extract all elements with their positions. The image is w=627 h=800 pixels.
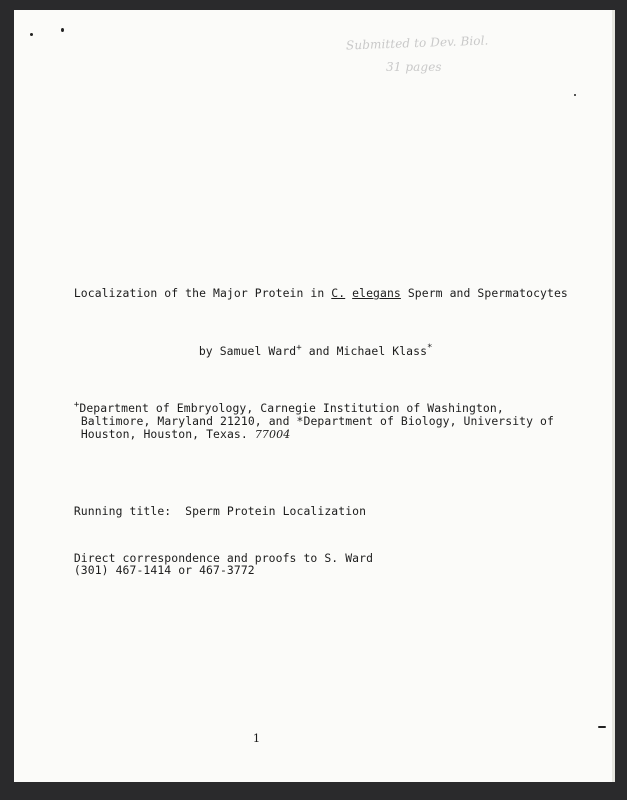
running-title-text: Running title: Sperm Protein Localization bbox=[73, 504, 367, 518]
author-mark-star: * bbox=[427, 343, 433, 353]
scan-speck bbox=[30, 33, 33, 36]
authors-line bbox=[171, 332, 433, 371]
title-text-after: Sperm and Spermatocytes bbox=[400, 286, 568, 300]
paper-title bbox=[46, 274, 568, 313]
affiliation-text-3: Houston, Houston, Texas. bbox=[80, 427, 248, 441]
scan-speck bbox=[574, 94, 576, 96]
correspondence-text-1: Direct correspondence and proofs to S. Ward bbox=[73, 551, 374, 565]
scan-speck bbox=[61, 28, 64, 32]
page-number-text: 1 bbox=[252, 731, 261, 745]
correspondence-line-2 bbox=[46, 551, 255, 590]
authors-prefix: by Samuel Ward bbox=[198, 344, 297, 358]
scan-speck bbox=[598, 726, 606, 728]
affiliation-text-1: Department of Embryology, Carnegie Institution of Washington, bbox=[79, 401, 504, 415]
document-page bbox=[14, 10, 615, 782]
pencil-note-pages: 31 pages bbox=[386, 60, 442, 74]
pencil-note-submitted: Submitted to Dev. Biol. bbox=[345, 33, 489, 53]
title-species: elegans bbox=[352, 286, 401, 300]
affiliation-line-3 bbox=[53, 415, 290, 454]
affiliation-mark-plus: + bbox=[73, 400, 80, 410]
affiliation-text-2: Baltimore, Maryland 21210, and *Department of Biology, University of bbox=[80, 414, 554, 428]
author-mark-plus: + bbox=[296, 343, 302, 353]
title-genus: C. bbox=[331, 286, 346, 300]
running-title bbox=[46, 492, 366, 531]
title-text-before: Localization of the Major Protein in bbox=[73, 286, 332, 300]
correspondence-text-2: (301) 467-1414 or 467-3772 bbox=[73, 563, 255, 577]
page-number bbox=[238, 719, 260, 758]
authors-middle: and Michael Klass bbox=[301, 344, 428, 358]
handwritten-zip: 77004 bbox=[254, 428, 291, 441]
